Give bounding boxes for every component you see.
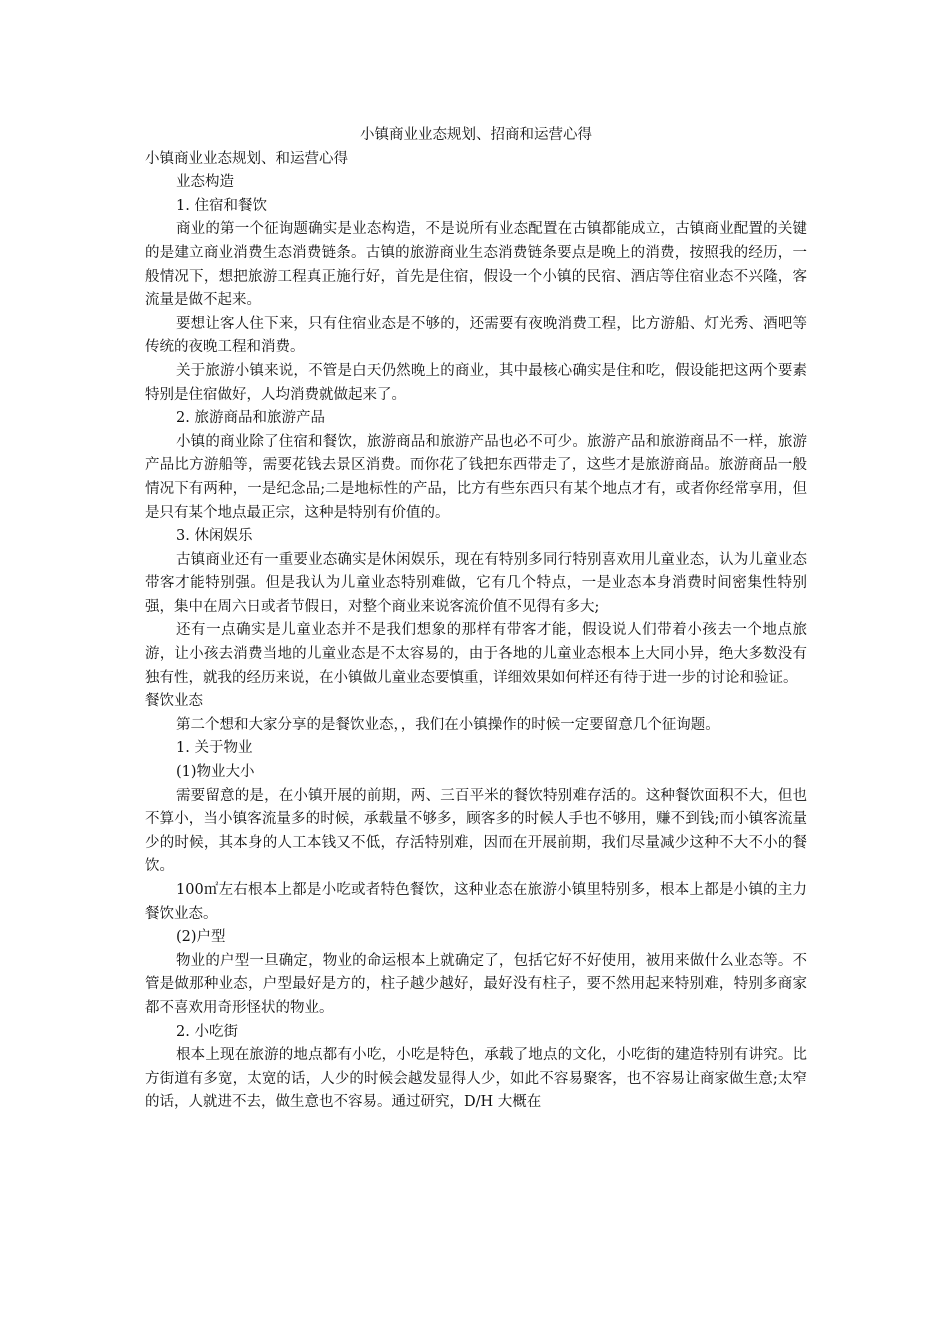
item-heading: 1. 关于物业 — [176, 740, 253, 757]
paragraph: 物业的户型一旦确定，物业的命运根本上就确定了，包括它好不好使用，被用来做什么业态等。不管是做那种业态，户型最好是方的，柱子越少越好，最好没有柱子，要不然用起来特别难，特别多商家都不喜欢用奇形怪状的物业。 — [145, 952, 807, 1016]
paragraph: 100㎡左右根本上都是小吃或者特色餐饮，这种业态在旅游小镇里特别多，根本上都是小镇的主力餐饮业态。 — [145, 882, 807, 922]
document-body — [145, 124, 807, 1115]
paragraph: 关于旅游小镇来说，不管是白天仍然晚上的商业，其中最核心确实是住和吃，假设能把这两个要素特别是住宿做好，人均消费就做起来了。 — [145, 362, 807, 403]
paragraph: 还有一点确实是儿童业态并不是我们想象的那样有带客才能，假设说人们带着小孩去一个地点旅游，让小孩去消费当地的儿童业态是不太容易的，由于各地的儿童业态根本上大同小异，绝大多数没有独有性，就我的经历来说，在小镇做儿童业态要慎重，详细效果如何样还有待于进一步的讨论和验证。 — [145, 622, 807, 686]
item-heading: 2. 旅游商品和旅游产品 — [176, 410, 325, 427]
paragraph: 小镇的商业除了住宿和餐饮，旅游商品和旅游产品也必不可少。旅游产品和旅游商品不一样，旅游产品比方游船等，需要花钱去景区消费。而你花了钱把东西带走了，这些才是旅游商品。旅游商品一般情况下有两种，一是纪念品;二是地标性的产品，比方有些东西只有某个地点才有，或者你经常享用，但是只有某个地点最正宗，这种是特别有价值的。 — [145, 433, 807, 521]
document-subtitle: 小镇商业业态规划、和运营心得 — [145, 150, 348, 167]
section-heading: 餐饮业态 — [145, 693, 203, 710]
paragraph: 根本上现在旅游的地点都有小吃，小吃是特色，承载了地点的文化，小吃街的建造特别有讲究。比方街道有多宽，太宽的话，人少的时候会越发显得人少，如此不容易聚客，也不容易让商家做生意;太窄的话，人就进不去，做生意也不容易。通过研究，D/H 大概在 — [145, 1047, 807, 1111]
paragraph: 商业的第一个征询题确实是业态构造，不是说所有业态配置在古镇都能成立，古镇商业配置的关键的是建立商业消费生态消费链条。古镇的旅游商业生态消费链条要点是晚上的消费，按照我的经历，一般情况下，想把旅游工程真正施行好，首先是住宿，假设一个小镇的民宿、酒店等住宿业态不兴隆，客流量是做不起来。 — [145, 221, 807, 309]
item-heading: 1. 住宿和餐饮 — [176, 197, 267, 214]
paragraph: 第二个想和大家分享的是餐饮业态，，我们在小镇操作的时候一定要留意几个征询题。 — [176, 716, 720, 733]
sub-item-heading: (1)物业大小 — [176, 764, 255, 781]
section-heading: 业态构造 — [176, 174, 234, 191]
item-heading: 2. 小吃街 — [176, 1023, 238, 1040]
paragraph: 古镇商业还有一重要业态确实是休闲娱乐，现在有特别多同行特别喜欢用儿童业态，认为儿童业态带客才能特别强。但是我认为儿童业态特别难做，它有几个特点，一是业态本身消费时间密集性特别强，集中在周六日或者节假日，对整个商业来说客流价值不见得有多大; — [145, 551, 807, 615]
sub-item-heading: (2)户型 — [176, 929, 226, 946]
document-title: 小镇商业业态规划、招商和运营心得 — [360, 127, 592, 143]
paragraph: 需要留意的是，在小镇开展的前期，两、三百平米的餐饮特别难存活的。这种餐饮面积不大，但也不算小，当小镇客流量多的时候，承载量不够多，顾客多的时候人手也不够用，赚不到钱;而小镇客流量少的时候，其本身的人工本钱又不低，存活特别难，因而在开展前期，我们尽量减少这种不大不小的餐饮。 — [145, 787, 807, 875]
item-heading: 3. 休闲娱乐 — [176, 528, 253, 545]
paragraph: 要想让客人住下来，只有住宿业态是不够的，还需要有夜晚消费工程，比方游船、灯光秀、酒吧等传统的夜晚工程和消费。 — [145, 315, 807, 356]
